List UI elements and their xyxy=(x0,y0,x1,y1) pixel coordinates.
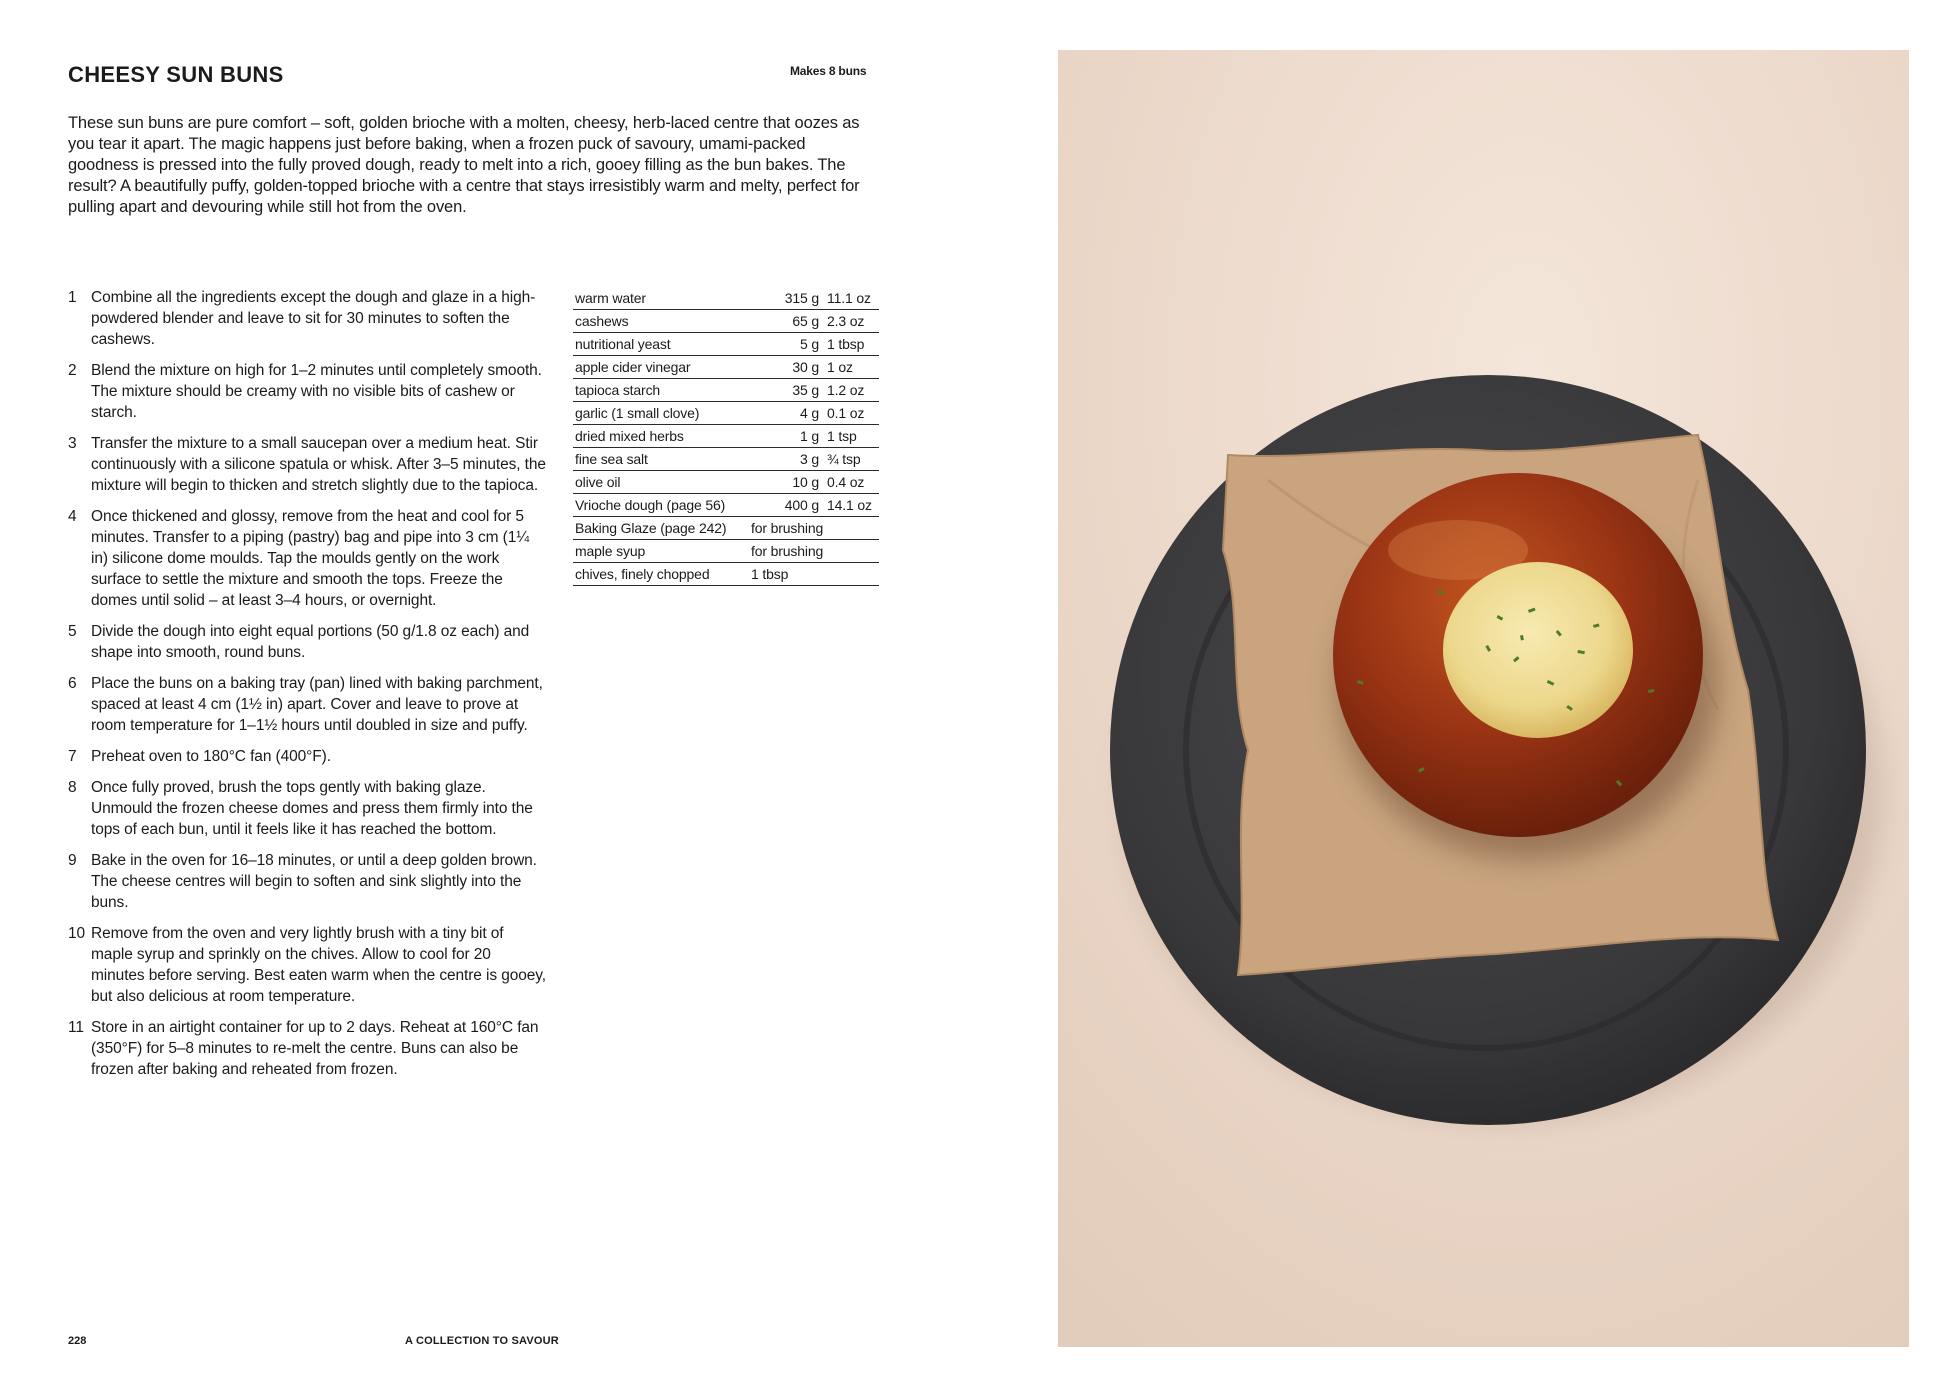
ingredient-row xyxy=(573,287,879,310)
method-step xyxy=(68,923,548,1007)
ingredient-imperial: 0.1 oz xyxy=(827,402,879,425)
ingredient-name: apple cider vinegar xyxy=(573,356,749,379)
step-number: 3 xyxy=(68,435,77,452)
ingredient-name: maple syup xyxy=(573,540,749,563)
step-text: Once fully proved, brush the tops gently with baking glaze. Unmould the frozen cheese domes and press them firmly into the tops of each bun, until it feels like it has reached the bottom. xyxy=(91,779,533,838)
ingredient-imperial: 11.1 oz xyxy=(827,287,879,310)
ingredient-row xyxy=(573,563,879,586)
method-step xyxy=(68,746,548,767)
ingredient-row xyxy=(573,494,879,517)
step-text: Blend the mixture on high for 1–2 minutes until completely smooth. The mixture should be creamy with no visible bits of cashew or starch. xyxy=(91,362,542,421)
ingredient-row xyxy=(573,333,879,356)
ingredient-metric: 3 g xyxy=(749,448,827,471)
method-step xyxy=(68,287,548,350)
method-step xyxy=(68,360,548,423)
ingredient-name: cashews xyxy=(573,310,749,333)
ingredient-row xyxy=(573,540,879,563)
ingredient-row xyxy=(573,448,879,471)
step-text: Transfer the mixture to a small saucepan over a medium heat. Stir continuously with a silicone spatula or whisk. After 3–5 minutes, the mixture will begin to thicken and stretch slightly due to the tapioca. xyxy=(91,435,546,494)
method-step xyxy=(68,506,548,611)
ingredient-name: chives, finely chopped xyxy=(573,563,749,586)
ingredient-metric: 315 g xyxy=(749,287,827,310)
recipe-yield: Makes 8 buns xyxy=(790,64,867,78)
step-text: Remove from the oven and very lightly brush with a tiny bit of maple syrup and sprinkly on the chives. Allow to cool for 20 minutes before serving. Best eaten warm when the centre is gooey, but also delicious at room temperature. xyxy=(91,925,547,1005)
ingredient-imperial: 14.1 oz xyxy=(827,494,879,517)
ingredient-imperial: 1.2 oz xyxy=(827,379,879,402)
method-step xyxy=(68,621,548,663)
step-number: 5 xyxy=(68,623,77,640)
ingredient-row xyxy=(573,402,879,425)
step-number: 4 xyxy=(68,508,77,525)
recipe-title: CHEESY SUN BUNS xyxy=(68,62,284,87)
ingredient-amount: for brushing xyxy=(749,540,879,563)
page-number: 228 xyxy=(68,1335,87,1347)
step-text: Bake in the oven for 16–18 minutes, or until a deep golden brown. The cheese centres will begin to soften and sink slightly into the buns. xyxy=(91,852,537,911)
ingredient-row xyxy=(573,310,879,333)
bun-photo-illustration xyxy=(1058,50,1909,1347)
ingredient-metric: 10 g xyxy=(749,471,827,494)
step-number: 10 xyxy=(68,925,86,942)
step-text: Place the buns on a baking tray (pan) lined with baking parchment, spaced at least 4 cm (1½ in) apart. Cover and leave to prove at room temperature for 1–1½ hours until doubled in size and puffy. xyxy=(91,675,543,734)
ingredient-name: Baking Glaze (page 242) xyxy=(573,517,749,540)
ingredient-imperial: 2.3 oz xyxy=(827,310,879,333)
step-number: 9 xyxy=(68,852,77,869)
method-step xyxy=(68,1017,548,1080)
ingredient-name: dried mixed herbs xyxy=(573,425,749,448)
step-text: Store in an airtight container for up to 2 days. Reheat at 160°C fan (350°F) for 5–8 minutes to re-melt the centre. Buns can also be frozen after baking and reheated from frozen. xyxy=(91,1019,539,1078)
ingredient-row xyxy=(573,379,879,402)
step-number: 7 xyxy=(68,748,77,765)
recipe-photo xyxy=(1058,50,1909,1347)
running-footer: A COLLECTION TO SAVOUR xyxy=(405,1335,559,1347)
ingredient-metric: 30 g xyxy=(749,356,827,379)
step-text: Preheat oven to 180°C fan (400°F). xyxy=(91,748,331,765)
ingredient-amount: for brushing xyxy=(749,517,879,540)
step-number: 6 xyxy=(68,675,77,692)
ingredient-metric: 35 g xyxy=(749,379,827,402)
step-number: 1 xyxy=(68,289,77,306)
method-step xyxy=(68,850,548,913)
ingredient-metric: 1 g xyxy=(749,425,827,448)
ingredient-metric: 400 g xyxy=(749,494,827,517)
step-text: Once thickened and glossy, remove from the heat and cool for 5 minutes. Transfer to a piping (pastry) bag and pipe into 3 cm (1¼ in) silicone dome moulds. Tap the moulds gently on the work surface to settle the mixture and smooth the tops. Freeze the domes until solid – at least 3–4 hours, or overnight. xyxy=(91,508,530,609)
ingredient-amount: 1 tbsp xyxy=(749,563,879,586)
ingredient-metric: 4 g xyxy=(749,402,827,425)
recipe-intro: These sun buns are pure comfort – soft, golden brioche with a molten, cheesy, herb-laced centre that oozes as you tear it apart. The magic happens just before baking, when a frozen puck of savoury, umami-packed goodness is pressed into the fully proved dough, ready to melt into a rich, gooey filling as the bun bakes. The result? A beautifully puffy, golden-topped brioche with a centre that stays irresistibly warm and melty, perfect for pulling apart and devouring while still hot from the oven. xyxy=(68,114,860,216)
ingredient-metric: 5 g xyxy=(749,333,827,356)
ingredient-name: fine sea salt xyxy=(573,448,749,471)
ingredient-name: warm water xyxy=(573,287,749,310)
ingredients-table xyxy=(573,287,879,586)
step-text: Divide the dough into eight equal portions (50 g/1.8 oz each) and shape into smooth, round buns. xyxy=(91,623,530,661)
ingredient-name: olive oil xyxy=(573,471,749,494)
ingredient-metric: 65 g xyxy=(749,310,827,333)
step-text: Combine all the ingredients except the dough and glaze in a high-powdered blender and leave to sit for 30 minutes to soften the cashews. xyxy=(91,289,536,348)
cheese-centre xyxy=(1443,562,1633,738)
step-number: 8 xyxy=(68,779,77,796)
ingredient-row xyxy=(573,471,879,494)
ingredient-imperial: 1 tbsp xyxy=(827,333,879,356)
method-step xyxy=(68,673,548,736)
ingredient-imperial: 0.4 oz xyxy=(827,471,879,494)
ingredient-imperial: ¾ tsp xyxy=(827,448,879,471)
step-number: 2 xyxy=(68,362,77,379)
ingredient-name: tapioca starch xyxy=(573,379,749,402)
method-step xyxy=(68,777,548,840)
ingredient-name: garlic (1 small clove) xyxy=(573,402,749,425)
ingredient-row xyxy=(573,356,879,379)
step-number: 11 xyxy=(68,1019,84,1036)
ingredient-imperial: 1 tsp xyxy=(827,425,879,448)
method-steps xyxy=(68,287,548,1090)
ingredient-name: nutritional yeast xyxy=(573,333,749,356)
method-step xyxy=(68,433,548,496)
ingredient-imperial: 1 oz xyxy=(827,356,879,379)
ingredient-name: Vrioche dough (page 56) xyxy=(573,494,749,517)
ingredient-row xyxy=(573,425,879,448)
ingredient-row xyxy=(573,517,879,540)
